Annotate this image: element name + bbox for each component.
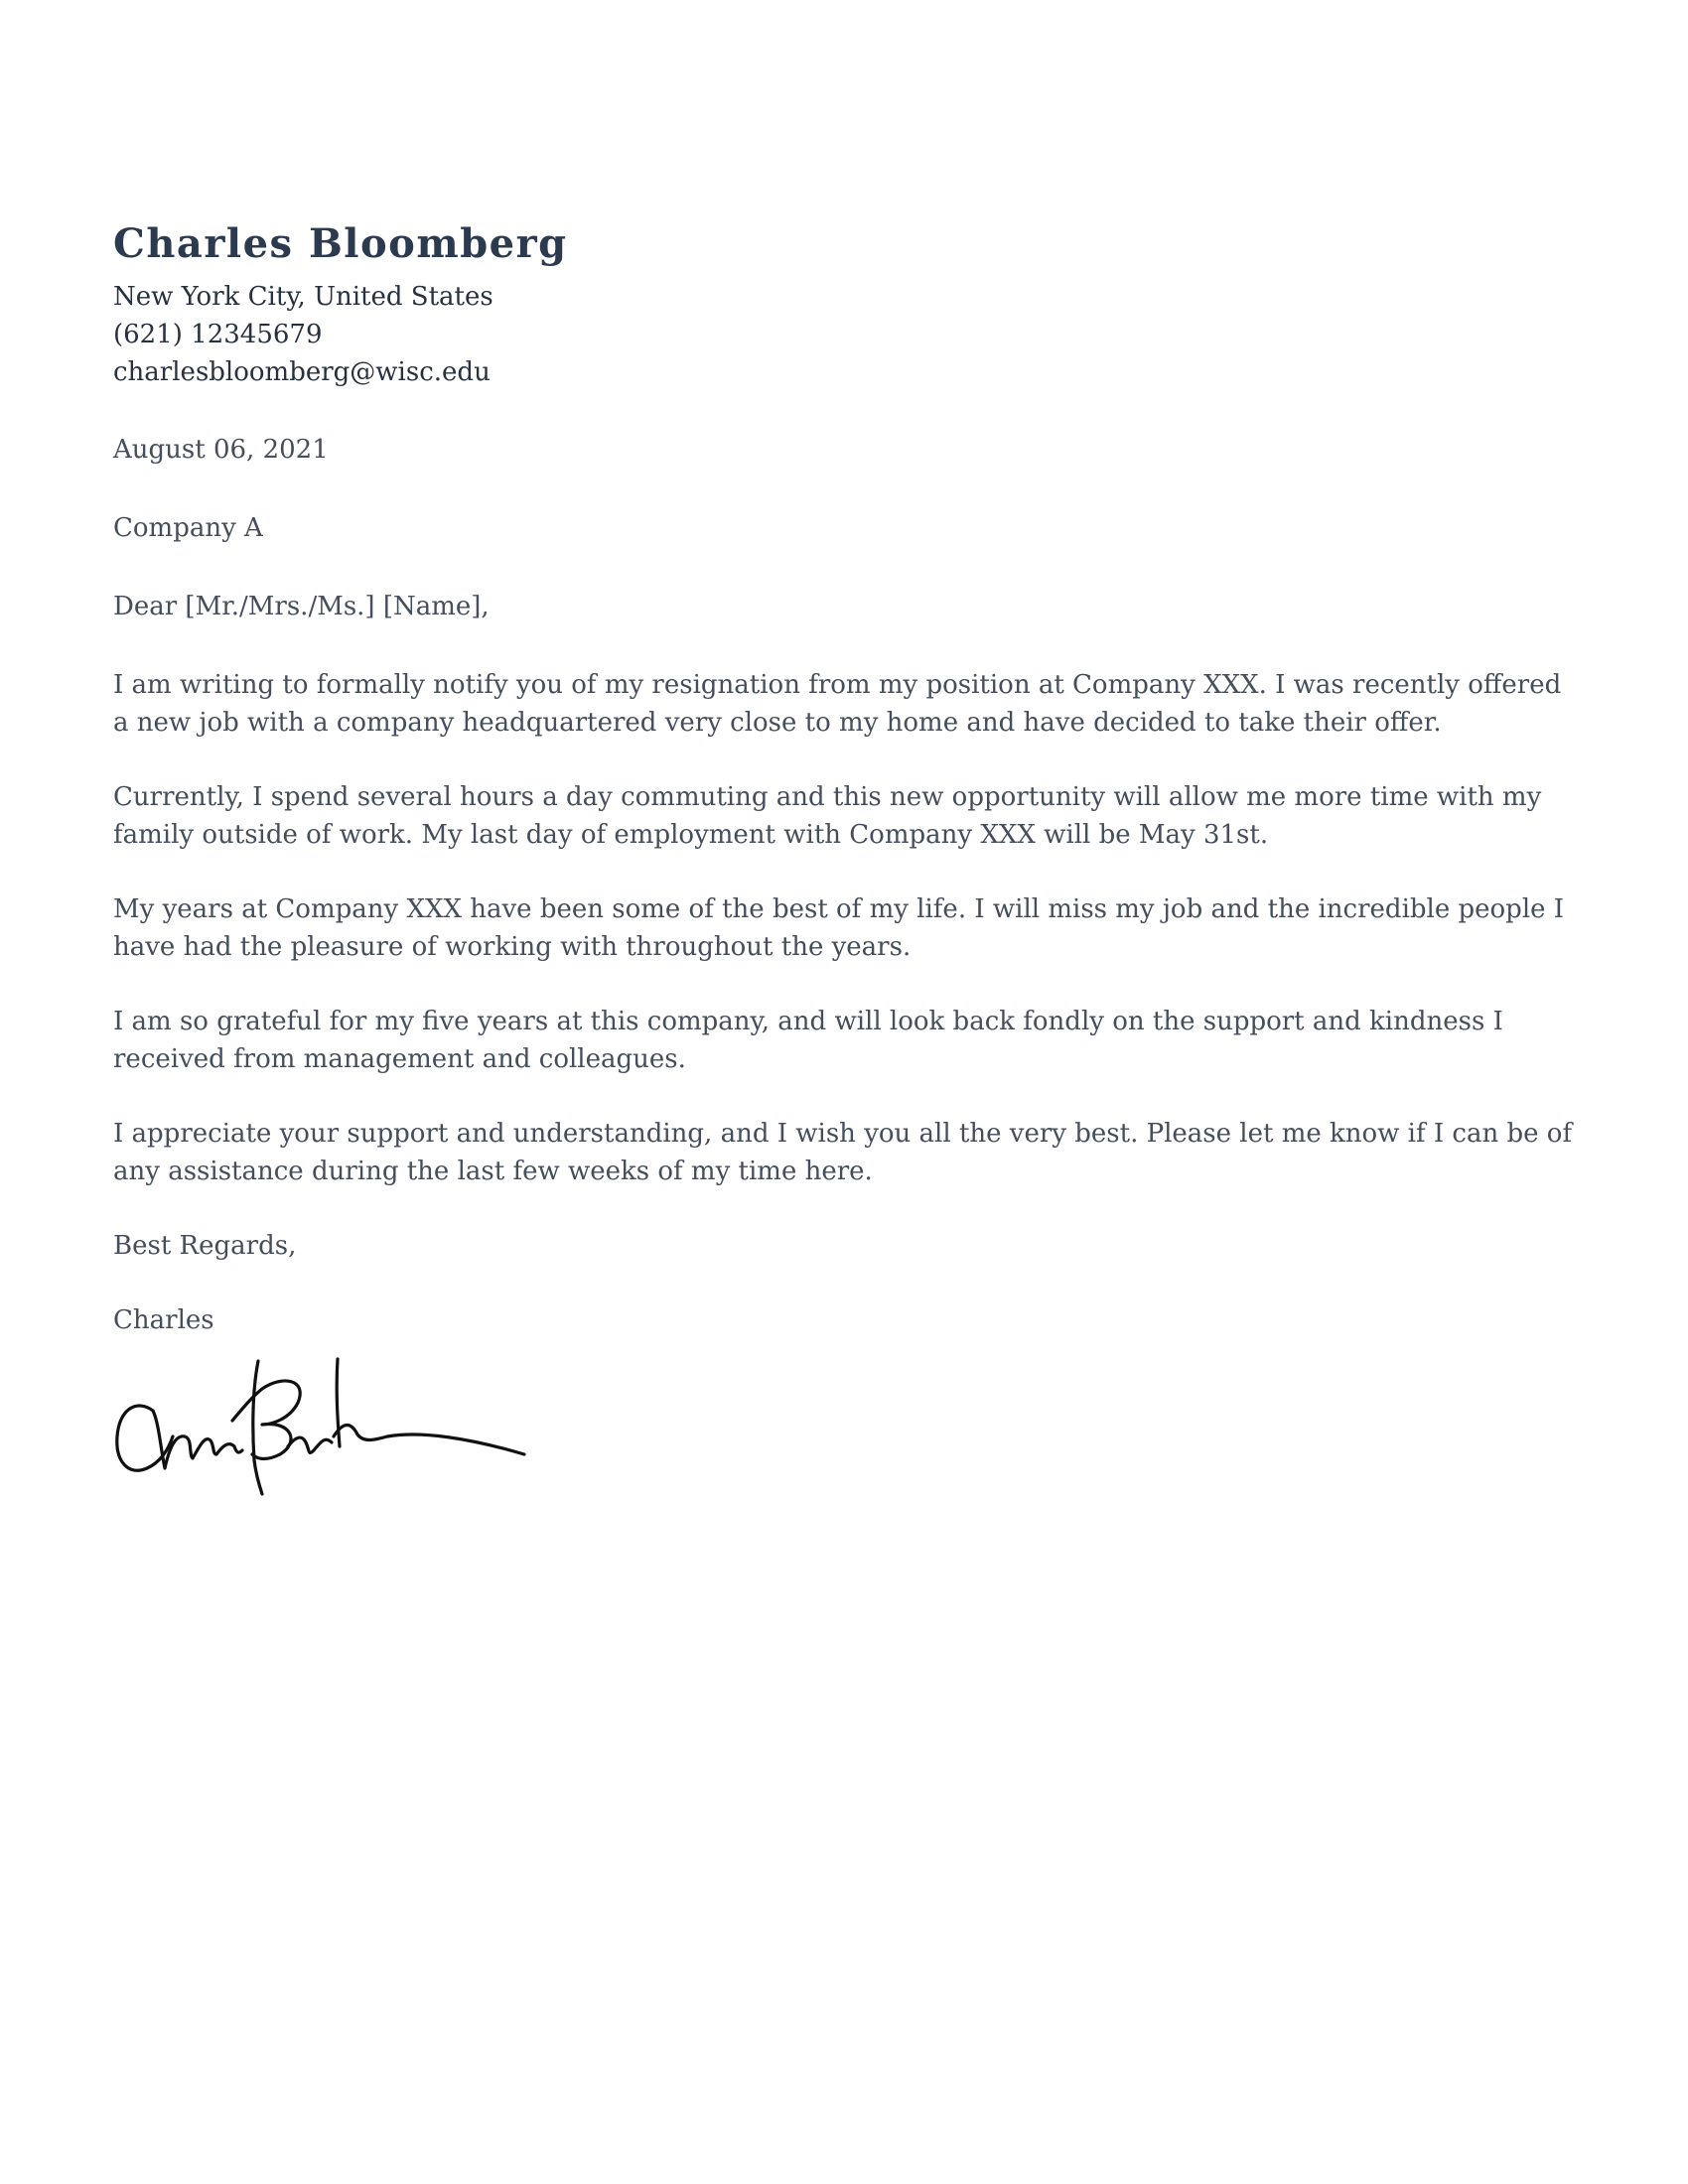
- signer-name: Charles: [113, 1305, 214, 1335]
- letter: [113, 216, 1583, 1500]
- body-paragraph: I appreciate your support and understanding, and I wish you all the very best. Please let me know if I can be of any assistance during the last few weeks of my time here.: [113, 1119, 1573, 1186]
- closing: Best Regards,: [113, 1231, 297, 1261]
- sender-location: New York City, United States: [113, 282, 493, 312]
- sender-phone: (621) 12345679: [113, 320, 323, 349]
- body-paragraph: I am so grateful for my five years at this company, and will look back fondly on the support and kindness I received from management and colleagues.: [113, 1007, 1503, 1074]
- letter-date: August 06, 2021: [113, 435, 329, 465]
- handwritten-signature-icon: [113, 1351, 530, 1500]
- salutation: Dear [Mr./Mrs./Ms.] [Name],: [113, 592, 490, 621]
- sender-name: Charles Bloomberg: [113, 220, 568, 267]
- recipient: Company A: [113, 513, 263, 543]
- sender-contact: [113, 278, 1583, 391]
- body-paragraph: I am writing to formally notify you of my resignation from my position at Company XXX. I was recently offered a new job with a company headquartered very close to my home and have decided to take their offer.: [113, 670, 1562, 738]
- body-paragraph: My years at Company XXX have been some of the best of my life. I will miss my job and the incredible people I have had the pleasure of working with throughout the years.: [113, 894, 1565, 962]
- body-paragraph: Currently, I spend several hours a day commuting and this new opportunity will allow me more time with my family outside of work. My last day of employment with Company XXX will be May 31st.: [113, 782, 1542, 850]
- sender-email: charlesbloomberg@wisc.edu: [113, 357, 491, 387]
